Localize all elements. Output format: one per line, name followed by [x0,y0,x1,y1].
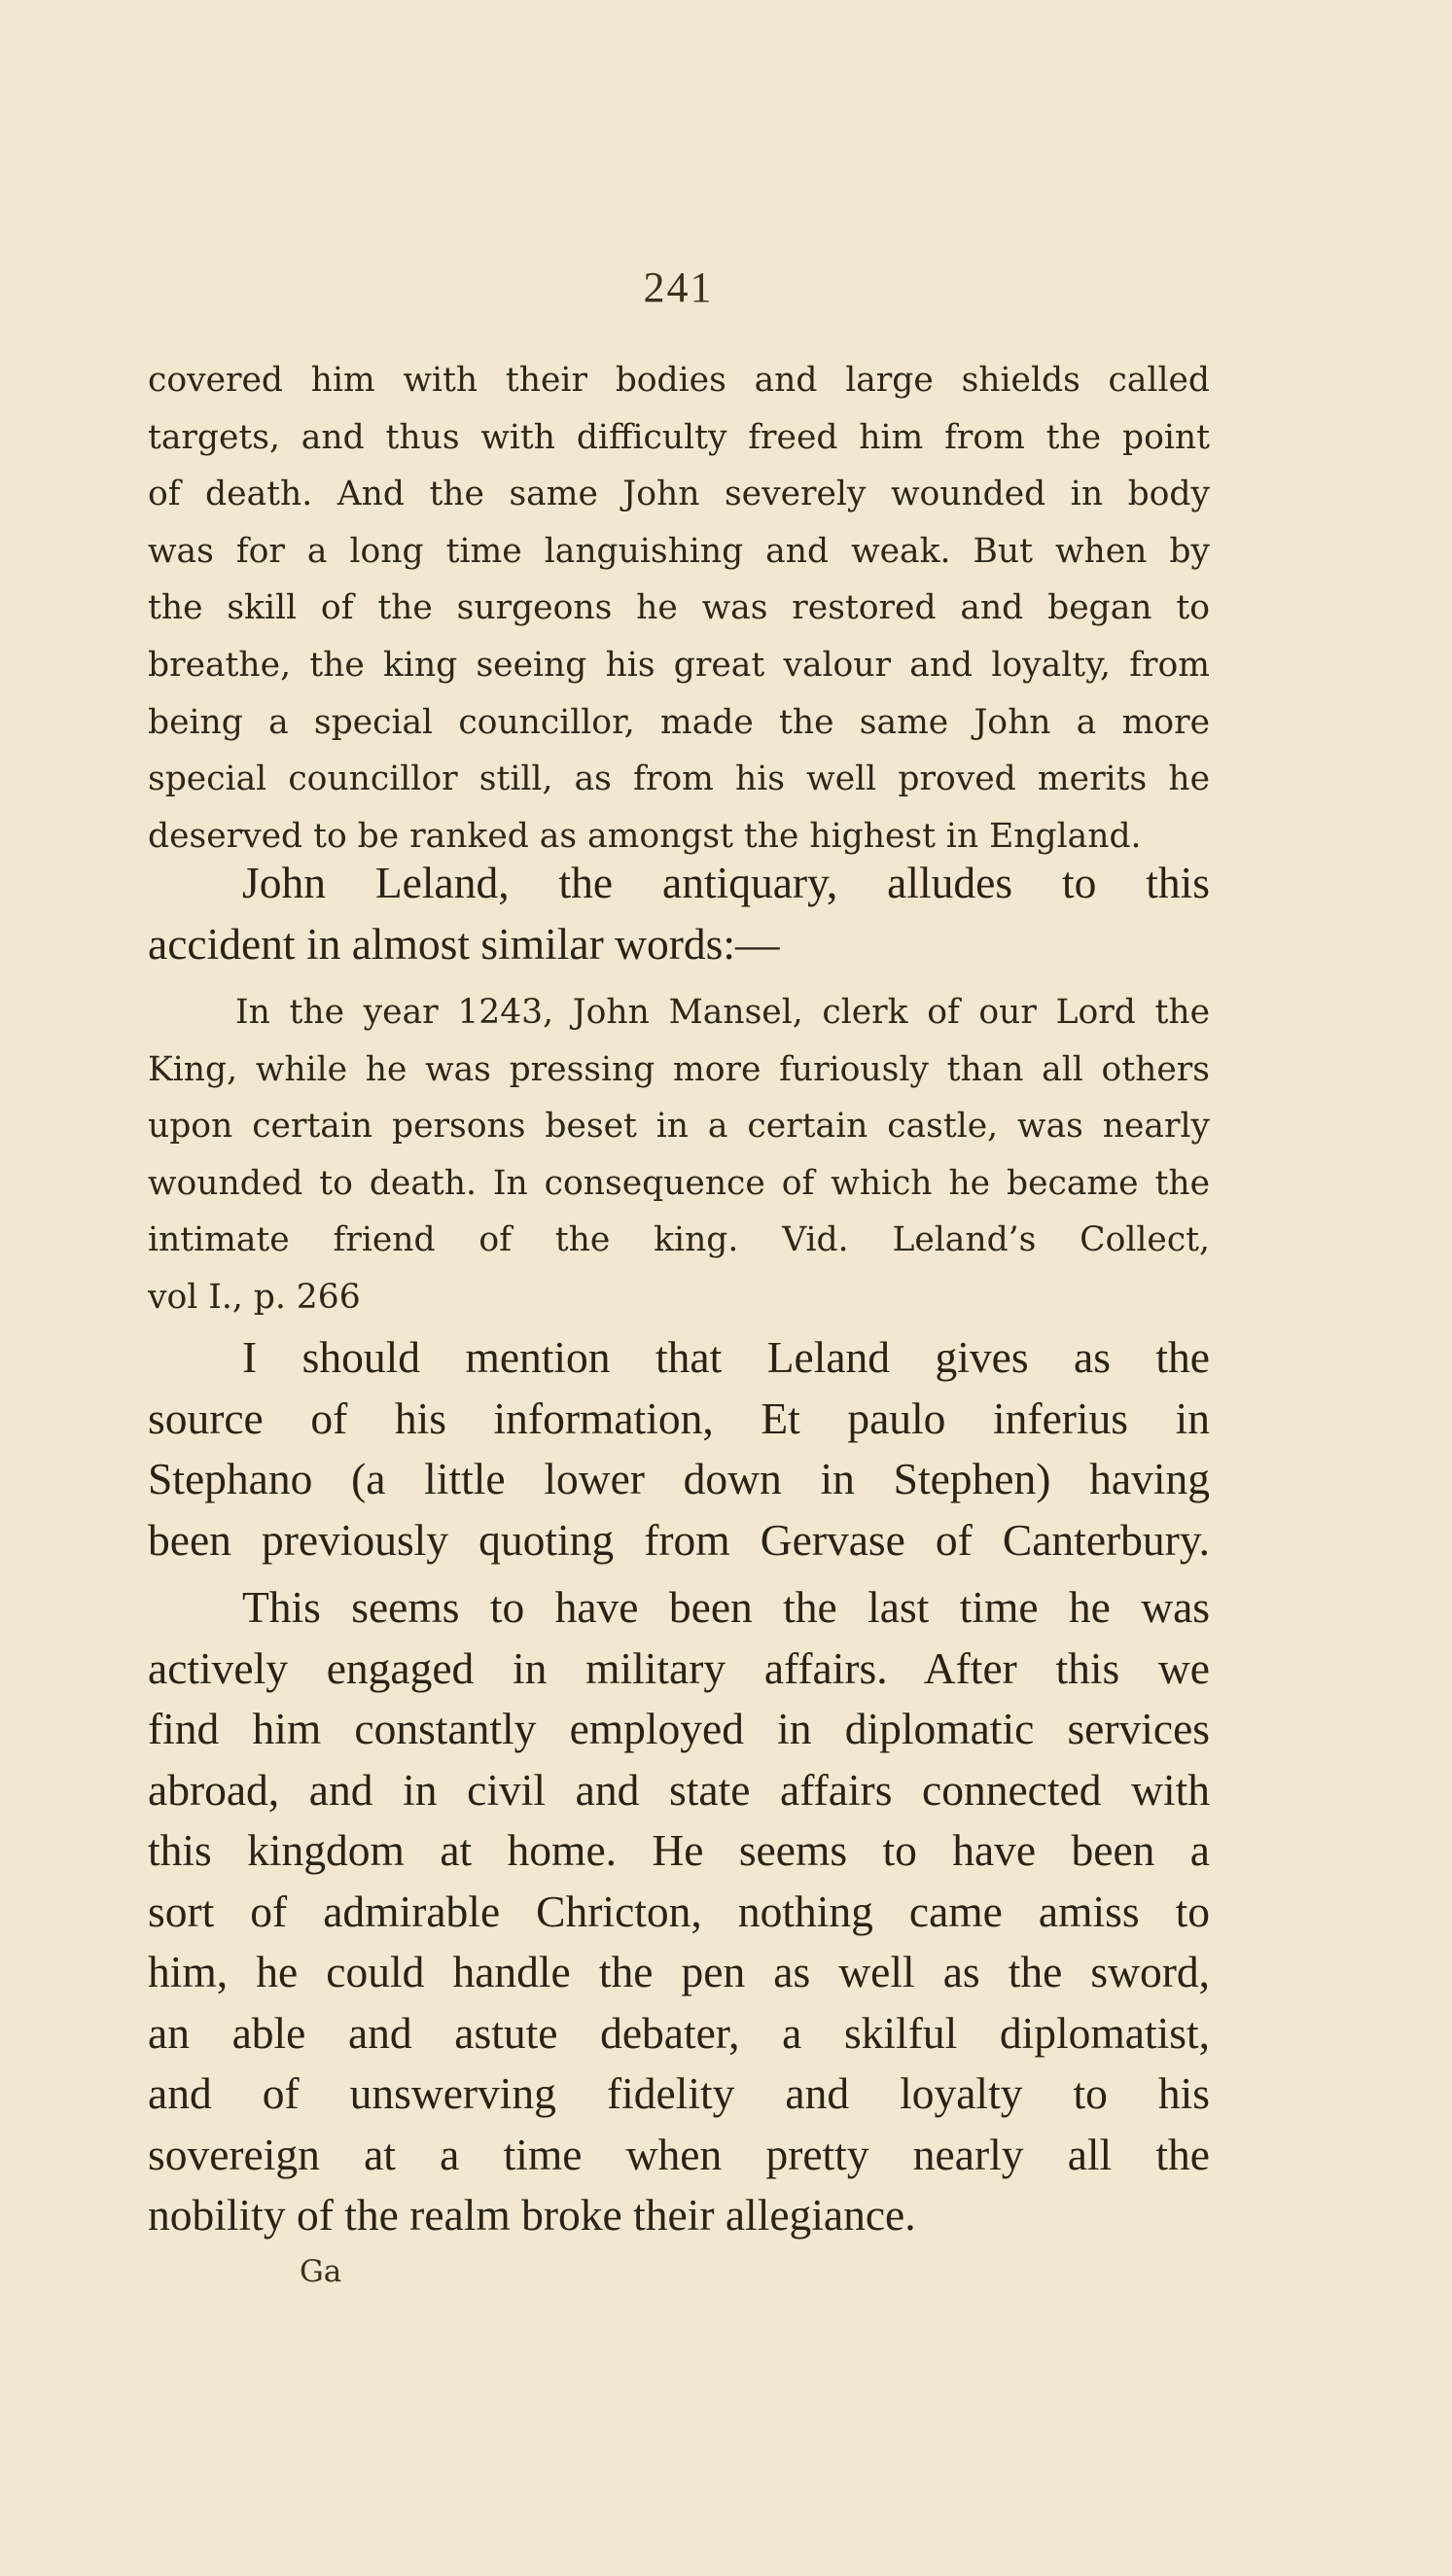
text-line: John Leland, the antiquary, alludes to this [242,858,1210,907]
text-line: wounded to death. In consequence of which he became the [148,1163,1210,1203]
text-line: sovereign at a time when pretty nearly all the [148,2129,1210,2179]
paragraph-continuation [148,352,1210,865]
text-line: covered him with their bodies and large shields called [148,361,1210,400]
page-number: 241 [643,264,714,311]
text-line: accident in almost similar words:— [148,918,780,969]
text-line: find him constantly employed in diplomatic services [148,1704,1210,1753]
paragraph-source-note [148,1327,1210,1570]
text-line: the skill of the surgeons he was restored and began to [148,588,1210,628]
text-line: was for a long time languishing and weak. But when by [148,531,1210,571]
paragraph-quotation [148,984,1210,1326]
text-line: targets, and thus with difficulty freed him from the point [148,417,1210,457]
text-line: sort of admirable Chricton, nothing came amiss to [148,1886,1210,1936]
text-line: In the year 1243, John Mansel, clerk of our Lord the [235,993,1210,1032]
text-line: source of his information, Et paulo inferius in [148,1393,1210,1443]
text-line: actively engaged in military affairs. After this we [148,1642,1210,1693]
text-line: special councillor still, as from his well proved merits he [148,759,1210,799]
text-line: and of unswerving fidelity and loyalty to his [148,2068,1210,2118]
text-line: upon certain persons beset in a certain castle, was nearly [148,1107,1210,1147]
text-line: Stephano (a little lower down in Stephen) having [148,1454,1210,1503]
text-line: him, he could handle the pen as well as the sword, [148,1947,1210,1996]
text-line: intimate friend of the king. Vid. Leland’s Collect, [148,1220,1210,1260]
text-line: nobility of the realm broke their allegiance. [148,2190,916,2240]
text-line: I should mention that Leland gives as the [242,1332,1210,1382]
text-line: been previously quoting from Gervase of Canterbury. [148,1514,1210,1565]
text-line: breathe, the king seeing his great valour and loyalty, from [148,645,1210,685]
paragraph-leland-intro [148,853,1210,974]
text-line: of death. And the same John severely wounded in body [148,475,1210,514]
text-line: abroad, and in civil and state affairs connected with [148,1764,1210,1815]
signature-mark: Ga [300,2254,342,2289]
text-line: King, while he was pressing more furiously than all others [148,1049,1210,1089]
text-line: deserved to be ranked as amongst the highest in England. [148,816,1142,856]
text-line: this kingdom at home. He seems to have been a [148,1825,1210,1875]
text-line: vol I., p. 266 [148,1277,361,1317]
text-line: being a special councillor, made the same John a more [148,702,1210,742]
text-line: an able and astute debater, a skilful diplomatist, [148,2007,1210,2058]
paragraph-military-career [148,1577,1210,2246]
text-line: This seems to have been the last time he was [242,1582,1210,1632]
